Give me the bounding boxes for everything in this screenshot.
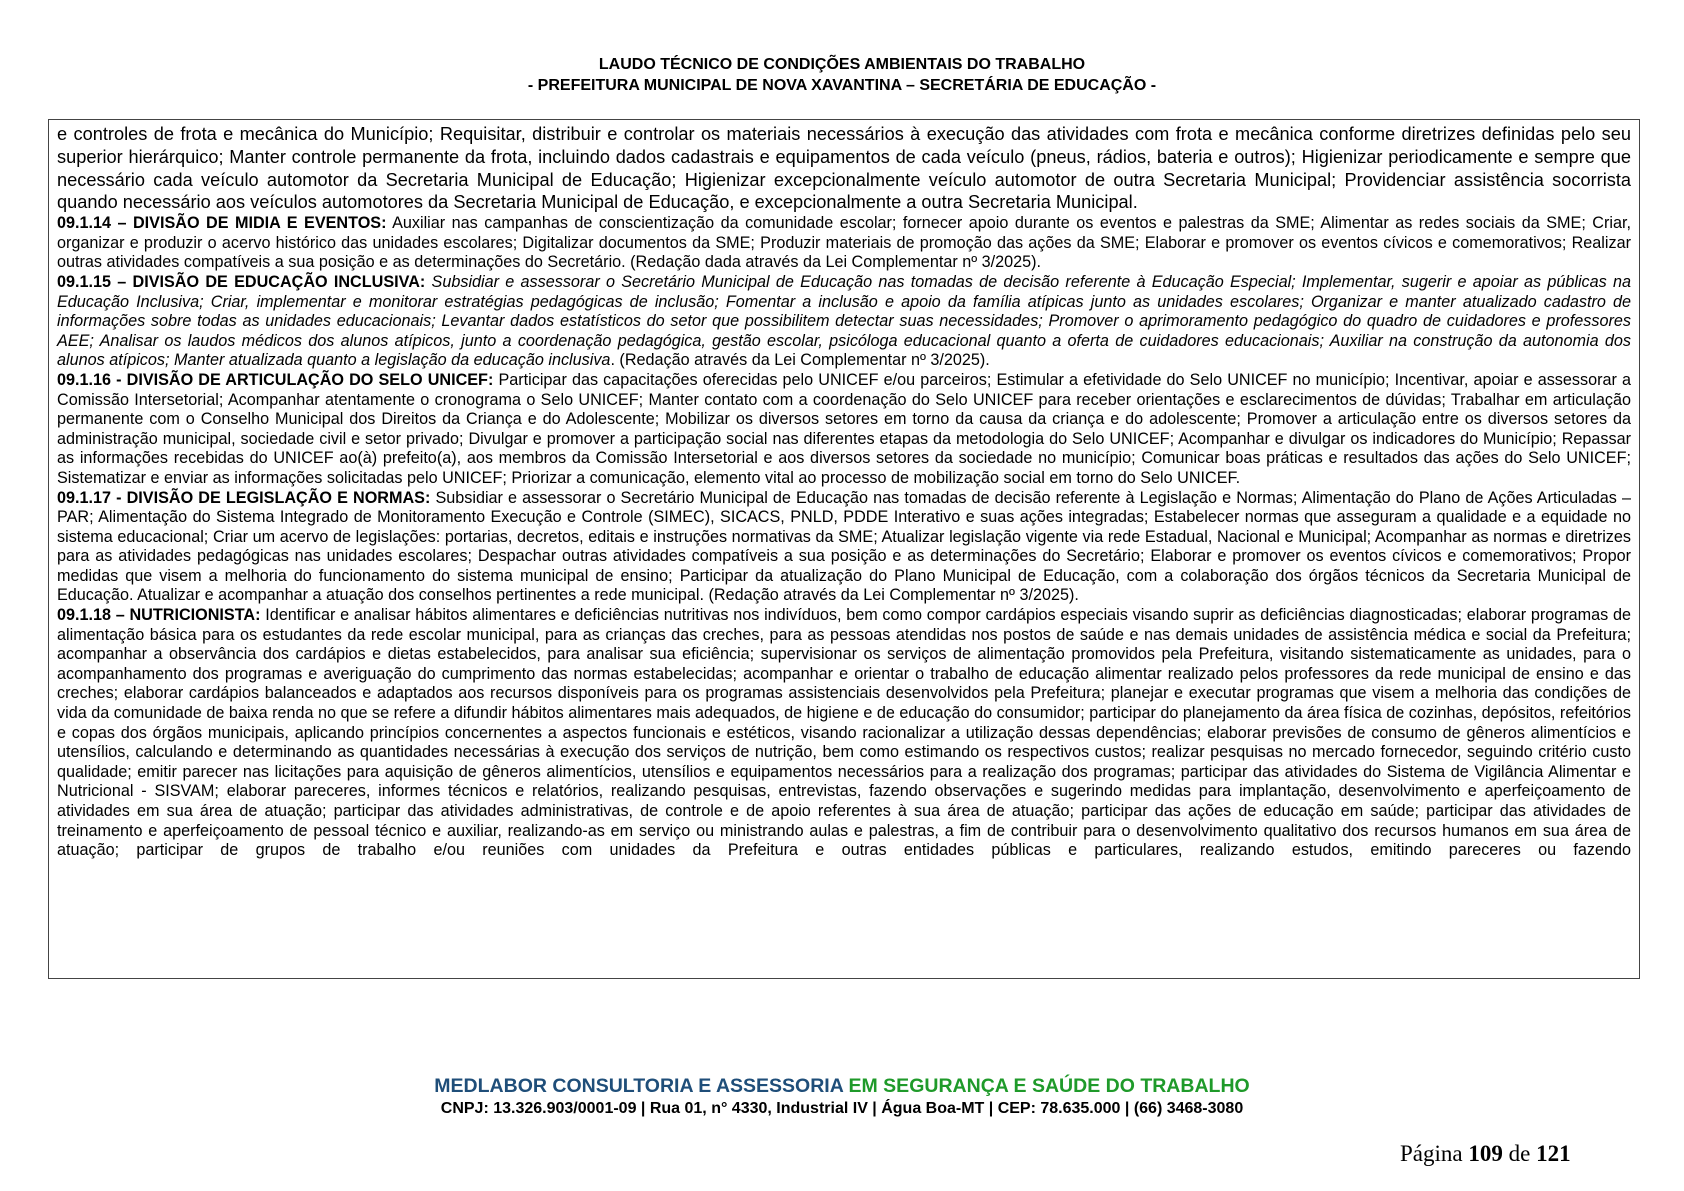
section-italic-text: Subsidiar e assessorar o Secretário Municipal de Educação nas tomadas de decisão referente à Educação Especial; Implementar, sugerir e apoiar as públicas na Educação Inclusiva; Criar, implementar e monitorar estratégias pedagógicas de inclusão; Fomentar a inclusão e apoio da família atípicas junto as unidades escolares; Organizar e manter atualizado cadastro de informações sobre todas as unidades educacionais; Levantar dados estatísticos do setor que possibilitem detectar suas necessidades; Promover o aprimoramento pedagógico do quadro de cuidadores e professores AEE; Analisar os laudos médicos dos alunos atípicos, junto a coordenação pedagógica, gestão escolar, psicóloga educacional quanto a oferta de cuidadores educacionais; Auxiliar na construção da autonomia dos alunos atípicos; Manter atualizada quanto a legislação da educação inclusiva	[57, 272, 1631, 370]
company-name-green: EM SEGURANÇA E SAÚDE DO TRABALHO	[843, 1075, 1250, 1097]
section-text: . (Redação através da Lei Complementar nº 3/2025).	[610, 351, 990, 370]
page-label: Página	[1400, 1141, 1463, 1166]
document-footer	[0, 1074, 1684, 1120]
section-educacao-inclusiva	[57, 273, 1631, 371]
section-text: Auxiliar nas campanhas de conscientização da comunidade escolar; fornecer apoio durante os eventos e palestras da SME; Alimentar as redes sociais da SME; Criar, organizar e produzir o acervo histórico das unidades escolares; Digitalizar documentos da SME; Produzir materiais de promoção das ações da SME; Elaborar e promover os eventos cívicos e comemorativos; Realizar outras atividades compatíveis a sua posição e as determinações do Secretário. (Redação dada através da Lei Complementar nº 3/2025).	[57, 214, 1631, 272]
section-heading: 09.1.16 - DIVISÃO DE ARTICULAÇÃO DO SELO UNICEF:	[57, 370, 494, 389]
header-title: LAUDO TÉCNICO DE CONDIÇÕES AMBIENTAIS DO TRABALHO	[598, 56, 1086, 73]
section-heading: 09.1.18 – NUTRICIONISTA:	[57, 606, 261, 625]
intro-paragraph: e controles de frota e mecânica do Município; Requisitar, distribuir e controlar os materiais necessários à execução das atividades com frota e mecânica conforme diretrizes definidas pelo seu superior hierárquico; Manter controle permanente da frota, incluindo dados cadastrais e equipamentos de cada veículo (pneus, rádios, bateria e outros); Higienizar periodicamente e sempre que necessário cada veículo automotor da Secretaria Municipal de Educação; Higienizar excepcionalmente veículo automotor de outra Secretaria Municipal; Providenciar assistência socorrista quando necessário aos veículos automotores da Secretaria Municipal de Educação, e excepcionalmente a outra Secretaria Municipal.	[57, 124, 1631, 213]
section-midia-eventos	[57, 214, 1631, 273]
section-heading: 09.1.14 – DIVISÃO DE MIDIA E EVENTOS:	[57, 214, 387, 233]
content-frame	[48, 119, 1640, 979]
company-address: CNPJ: 13.326.903/0001-09 | Rua 01, n° 4330, Industrial IV | Água Boa-MT | CEP: 78.635.000 | (66) 3468-3080	[440, 1100, 1244, 1117]
document-header	[0, 54, 1684, 96]
page-total: 121	[1536, 1141, 1571, 1166]
section-heading: 09.1.15 – DIVISÃO DE EDUCAÇÃO INCLUSIVA:	[57, 272, 426, 291]
page-number	[1400, 1140, 1580, 1168]
section-text: Participar das capacitações oferecidas pelo UNICEF e/ou parceiros; Estimular a efetividade do Selo UNICEF no município; Incentivar, apoiar e assessorar a Comissão Intersetorial; Acompanhar atentamente o cronograma o Selo UNICEF; Manter contato com a coordenação do Selo UNICEF para receber orientações e esclarecimentos de dúvidas; Trabalhar em articulação permanente com o Conselho Municipal dos Direitos da Criança e do Adolescente; Mobilizar os diversos setores em torno da causa da criança e do adolescente; Promover a articulação entre os diversos setores da administração municipal, sociedade civil e setor privado; Divulgar e promover a participação social nas diferentes etapas da metodologia do Selo UNICEF; Acompanhar e divulgar os indicadores do Município; Repassar as informações recebidas do UNICEF ao(à) prefeito(a), aos membros da Comissão Intersetorial e aos diversos setores da sociedade no município; Comunicar boas práticas e resultados das ações do Selo UNICEF; Sistematizar e enviar as informações solicitadas pelo UNICEF; Priorizar a comunicação, elemento vital ao processo de mobilização social em torno do Selo UNICEF.	[57, 370, 1631, 487]
page-current: 109	[1468, 1141, 1503, 1166]
section-selo-unicef	[57, 371, 1631, 489]
company-name	[0, 1074, 1684, 1098]
section-text: Identificar e analisar hábitos alimentares e deficiências nutritivas nos indivíduos, bem como compor cardápios especiais visando suprir as deficiências diagnosticadas; elaborar programas de alimentação básica para os estudantes da rede escolar municipal, para as crianças das creches, para as pessoas atendidas nos postos de saúde e nas demais unidades de assistência médica e social da Prefeitura; acompanhar a observância dos cardápios e dietas estabelecidos, para analisar sua eficiência; supervisionar os serviços de alimentação promovidos pela Prefeitura, visitando sistematicamente as unidades, para o acompanhamento dos programas e averiguação do cumprimento das normas estabelecidas; acompanhar e orientar o trabalho de educação alimentar realizado pelos professores da rede municipal de ensino e das creches; elaborar cardápios balanceados e adaptados aos recursos disponíveis para os programas assistenciais desenvolvidos pela Prefeitura; planejar e executar programas que visem a melhoria das condições de vida da comunidade de baixa renda no que se refere a difundir hábitos alimentares mais adequados, de higiene e de educação do consumidor; participar do planejamento da área física de cozinhas, depósitos, refeitórios e copas dos órgãos municipais, aplicando princípios concernentes a aspectos funcionais e estéticos, visando racionalizar a utilização dessas dependências; elaborar previsões de consumo de gêneros alimentícios e utensílios, calculando e determinando as quantidades necessárias à execução dos serviços de nutrição, bem como estimando os respectivos custos; realizar pesquisas no mercado fornecedor, seguindo critério custo qualidade; emitir parecer nas licitações para aquisição de gêneros alimentícios, utensílios e equipamentos necessários para a realização dos programas; participar das atividades do Sistema de Vigilância Alimentar e Nutricional - SISVAM; elaborar pareceres, informes técnicos e relatórios, realizando pesquisas, entrevistas, fazendo observações e sugerindo medidas para implantação, desenvolvimento e aperfeiçoamento de atividades em sua área de atuação; participar das atividades administrativas, de controle e de apoio referentes à sua área de atuação; participar das ações de educação em saúde; participar das atividades de treinamento e aperfeiçoamento de pessoal técnico e auxiliar, realizando-as em serviço ou ministrando aulas e palestras, a fim de contribuir para o desenvolvimento qualitativo dos recursos humanos em sua área de atuação; participar de grupos de trabalho e/ou reuniões com unidades da Prefeitura e outras entidades públicas e particulares, realizando estudos, emitindo pareceres ou fazendo	[57, 606, 1631, 860]
section-nutricionista	[57, 606, 1631, 861]
section-legislacao-normas	[57, 489, 1631, 607]
page-of: de	[1508, 1141, 1531, 1166]
section-text: Subsidiar e assessorar o Secretário Municipal de Educação nas tomadas de decisão referente à Legislação e Normas; Alimentação do Plano de Ações Articuladas – PAR; Alimentação do Sistema Integrado de Monitoramento Execução e Controle (SIMEC), SICACS, PNLD, PDDE Interativo e suas ações integradas; Estabelecer normas que asseguram a qualidade e a equidade no sistema educacional; Criar um acervo de legislações: portarias, decretos, editais e instruções normativas da SME; Atualizar legislação vigente via rede Estadual, Nacional e Municipal; Acompanhar as normas e diretrizes para as atividades pedagógicas nas unidades escolares; Despachar outras atividades compatíveis a sua posição e as determinações do Secretário; Elaborar e promover os eventos cívicos e comemorativos; Propor medidas que visem a melhoria do funcionamento do sistema municipal de ensino; Participar da atualização do Plano Municipal de Educação, com a colaboração dos órgãos técnicos da Secretaria Municipal de Educação. Atualizar e acompanhar a atuação dos conselhos pertinentes a rede municipal. (Redação através da Lei Complementar nº 3/2025).	[57, 488, 1631, 605]
section-heading: 09.1.17 - DIVISÃO DE LEGISLAÇÃO E NORMAS:	[57, 488, 431, 507]
company-name-blue: MEDLABOR CONSULTORIA E ASSESSORIA	[434, 1075, 844, 1097]
header-subtitle: - PREFEITURA MUNICIPAL DE NOVA XAVANTINA – SECRETÁRIA DE EDUCAÇÃO -	[527, 77, 1157, 94]
